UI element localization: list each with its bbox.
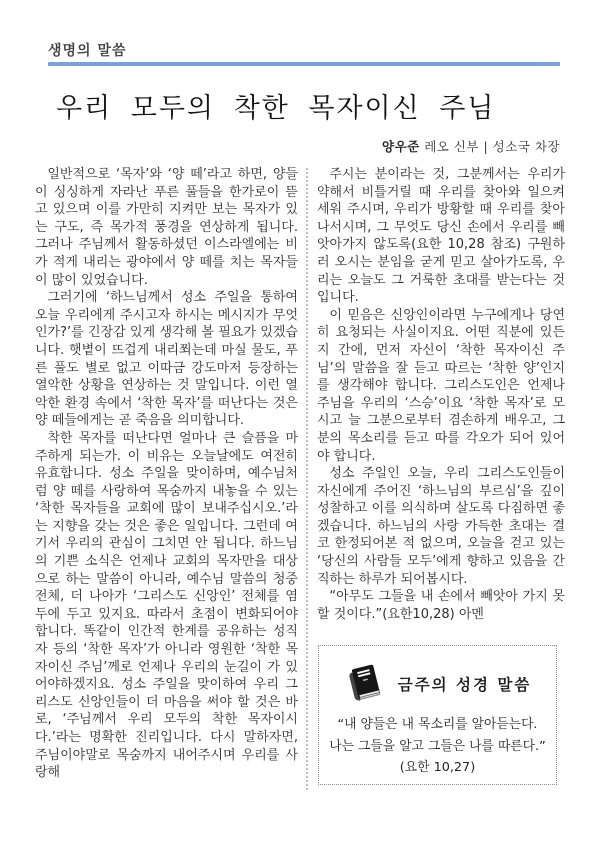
bible-icon — [344, 662, 386, 706]
verse-line: 나는 그들을 알고 그들은 나를 따른다.” — [329, 738, 546, 754]
byline-author: 양우준 — [382, 139, 420, 154]
paragraph: 착한 목자를 떠난다면 얼마나 큰 슬픔을 마주하게 되는가. 이 비유는 오늘날에도 여전히 유효합니다. 성소 주일을 맞이하며, 예수님처럼 양 떼를 사랑하여 목숨까지 내놓을 수 있는 ‘착한 목자들을 교회에 많이 보내주십시오.’라는 지향을 갖는 것은 좋은 일입니다. 그런데 여기서 우리의 관심이 그치면 안 됩니다. 하느님의 기쁜 소식은 언제나 교회의 목자만을 대상으로 하는 말씀이 아니라, 예수님 말씀의 청중 전체, 더 나아가 ‘그리스도 신앙인’ 전체를 염두에 두고 있지요. 따라서 초점이 변화되어야 합니다. 똑같이 인간적 한계를 공유하는 성직자 등의 ‘착한 목자’가 아니라 영원한 ‘착한 목자이신 주님’께로 언제나 우리의 눈길이 가 있어야하겠지요. 성소 주일을 맞이하여 우리 그리스도 신앙인들이 더 마음을 써야 할 것은 바로, ‘주님께서 우리 모두의 착한 목자이시다.’라는 명확한 진리입니다. 다시 말하자면, 주님이야말로 목숨까지 내어주시며 우리를 사랑해 — [35, 430, 298, 781]
byline — [382, 137, 560, 155]
paragraph: 주시는 분이라는 것, 그분께서는 우리가 약해서 비틀거릴 때 우리를 찾아와 일으켜 세워 주시며, 우리가 방황할 때 우리를 찾아 나서시며, 그 무엇도 당신 손에서 우리를 빼앗아가지 않도록(요한 10,28 참조) 구원하러 오시는 분임을 굳게 믿고 살아가도록, 우리는 오늘도 그 거룩한 초대를 받는다는 것입니다. — [317, 167, 565, 306]
verse-line: “내 양들은 내 목소리를 알아듣는다. — [337, 717, 538, 732]
page-title: 우리 모두의 착한 목자이신 주님 — [56, 93, 496, 124]
byline-role: 레오 신부 | 성소국 차장 — [419, 139, 560, 154]
weekly-verse-box — [318, 645, 557, 785]
paragraph: 그러기에 ‘하느님께서 성소 주일을 통하여 오늘 우리에게 주시고자 하시는 메시지가 무엇인가?’를 긴장감 있게 생각해 볼 필요가 있겠습니다. 햇볕이 뜨겁게 내리쬐는데 마실 물도, 푸른 풀도 별로 없고 이따금 강도마저 등장하는 열악한 상황을 연상하는 것 말입니다. 이런 열악한 환경 속에서 ‘착한 목자’를 떠난다는 것은 양 떼들에게는 곧 죽음을 의미합니다. — [35, 290, 298, 429]
verse-reference: (요한 10,27) — [399, 760, 476, 775]
column-left — [35, 166, 303, 790]
verse-text — [319, 714, 556, 779]
paragraph: 이 믿음은 신앙인이라면 누구에게나 당연히 요청되는 사실이지요. 어떤 직분에 있든지 간에, 먼저 자신이 ‘착한 목자이신 주님’의 말씀을 잘 듣고 따르는 ‘착한 양’인지를 생각해야 합니다. 그리스도인은 언제나 주님을 우리의 ‘스승’이요 ‘착한 목자’로 모시고 늘 그분으로부터 겸손하게 배우고, 그분의 목소리를 듣고 따를 각오가 되어 있어야 합니다. — [317, 307, 565, 464]
accent-rule — [48, 62, 560, 66]
section-label: 생명의 말씀 — [48, 43, 127, 59]
paragraph: 성소 주일인 오늘, 우리 그리스도인들이 자신에게 주어진 ‘하느님의 부르심’을 깊이 성찰하고 이를 의식하며 살도록 다짐하면 좋겠습니다. 하느님의 사랑 가득한 초대는 결코 한정되어본 적 없으며, 오늘을 걷고 있는 ‘당신의 사람들 모두’에게 향하고 있음을 간직하는 하루가 되어봅시다. — [317, 466, 565, 587]
verse-box-header — [319, 662, 556, 706]
paragraph: 일반적으로 ‘목자’와 ‘양 떼’라고 하면, 양들이 싱싱하게 자라난 푸른 풀들을 한가로이 뜯고 있으며 이를 가만히 지켜만 보는 목자가 있는 구도, 즉 목가적 풍경을 연상하게 됩니다. 그러나 주님께서 활동하셨던 이스라엘에는 비가 적게 내리는 광야에서 양 떼를 치는 목자들이 많이 있었습니다. — [35, 167, 298, 288]
paragraph: “아무도 그들을 내 손에서 빼앗아 가지 못할 것이다.”(요한10,28) 아멘 — [317, 589, 565, 622]
column-divider — [306, 168, 308, 790]
verse-box-title: 금주의 성경 말씀 — [397, 676, 532, 694]
